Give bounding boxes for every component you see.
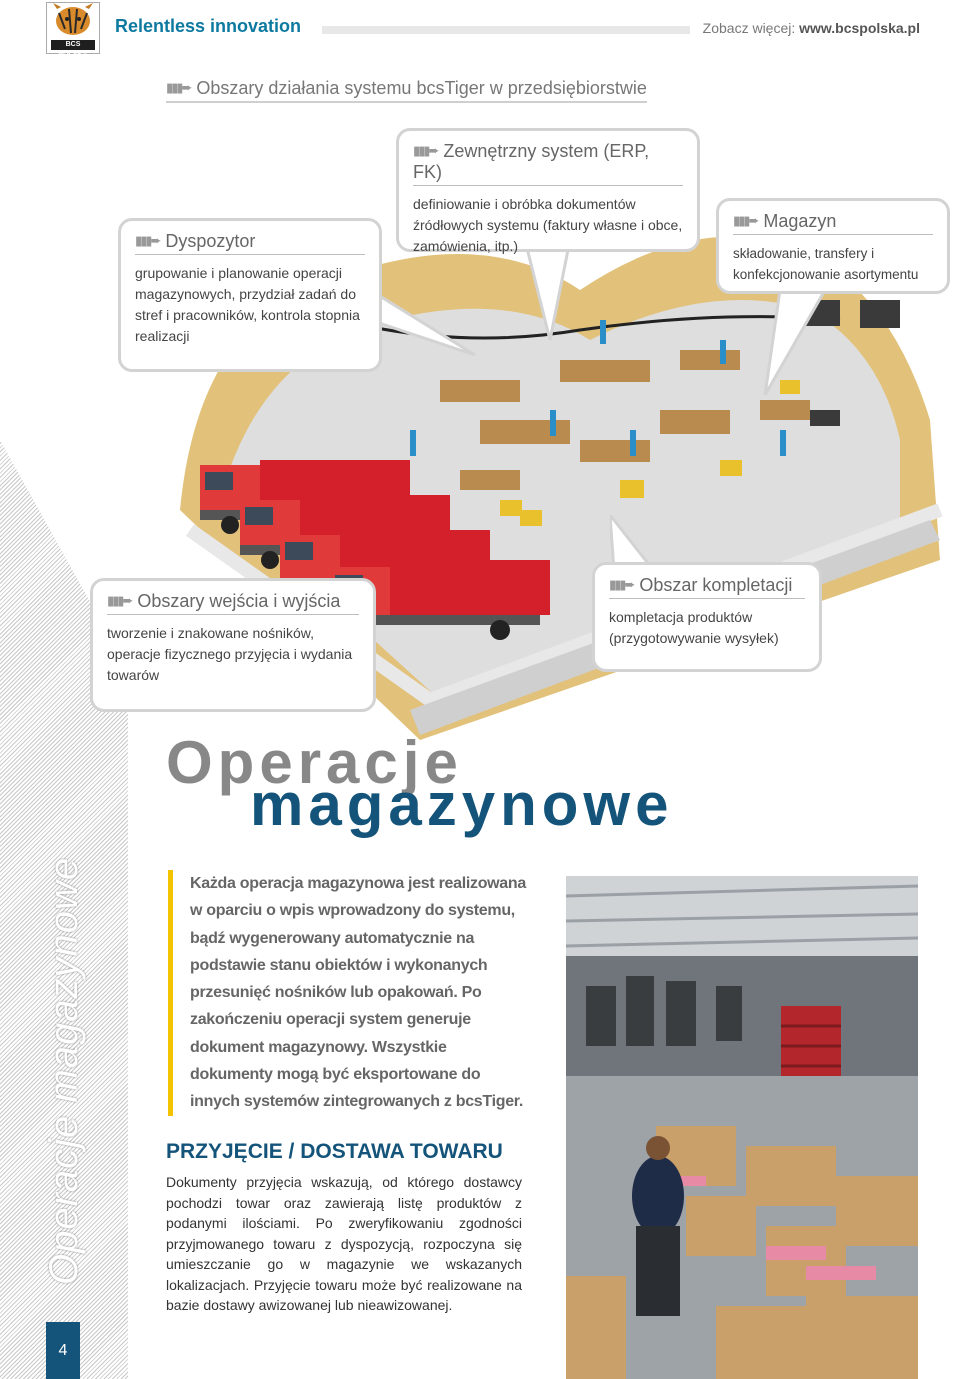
arrow-icon: ▮▮▮➨ bbox=[733, 213, 758, 228]
logo-text: BCS POLSKA bbox=[51, 40, 95, 50]
erp-title: Zewnętrzny system (ERP, FK) bbox=[413, 141, 650, 182]
arrow-icon: ▮▮▮➨ bbox=[166, 80, 191, 95]
tiger-icon bbox=[47, 3, 99, 41]
warehouse-title: Magazyn bbox=[763, 211, 837, 231]
dispatcher-title: Dyspozytor bbox=[165, 231, 256, 251]
warehouse-tail bbox=[760, 290, 830, 400]
section-body: Dokumenty przyjęcia wskazują, od którego dostawcy pochodzi towar oraz zawierają listę produktów z podanymi ilościami. Po zweryfikowaniu zgodności przyjmowanego towaru z dyspozycją, rozpoczyna się umieszczanie go w magazynie we wskazanych lokalizacjach. Przyjęcie towaru może być realizowane na bazie dostawy awizowanej lub nieawizowanej. bbox=[166, 1174, 522, 1313]
section-title bbox=[166, 78, 647, 103]
warehouse-callout bbox=[716, 198, 950, 294]
erp-text: definiowanie i obróbka dokumentów źródłowych systemu (faktury własne i obce, zamówienia, itp.) bbox=[413, 196, 683, 254]
page-number: 4 bbox=[46, 1322, 80, 1379]
arrow-icon: ▮▮▮➨ bbox=[609, 577, 634, 592]
section-heading: PRZYJĘCIE / DOSTAWA TOWARU bbox=[166, 1140, 503, 1163]
quote-text: Każda operacja magazynowa jest realizowana w oparciu o wpis wprowadzony do systemu, bądź wygenerowany automatycznie na podstawie stanu obiektów i wykonanych przesunięć nośników lub opakowań. Po zakończeniu operacji system generuje dokument magazynowy. Wszystkie dokumenty mogą być eksportowane do innych systemów zintegrowanych z bcsTiger. bbox=[190, 875, 526, 1111]
section-title-text: Obszary działania systemu bcsTiger w przedsiębiorstwie bbox=[196, 78, 647, 98]
picking-callout-title bbox=[609, 575, 805, 599]
tagline: Relentless innovation bbox=[115, 16, 302, 36]
big-title-line2: magazynowe bbox=[250, 771, 674, 838]
website-link[interactable]: www.bcspolska.pl bbox=[799, 20, 920, 36]
arrow-icon: ▮▮▮➨ bbox=[135, 233, 160, 248]
entry-exit-text: tworzenie i znakowane nośników, operacje fizycznego przyjęcia i wydania towarów bbox=[107, 625, 353, 683]
dispatcher-callout bbox=[118, 218, 382, 372]
more-prefix: Zobacz więcej: bbox=[702, 20, 796, 36]
picking-callout bbox=[592, 562, 822, 672]
arrow-icon: ▮▮▮➨ bbox=[413, 143, 438, 158]
picking-title: Obszar kompletacji bbox=[639, 575, 793, 595]
big-title-line1: Operacje bbox=[166, 729, 463, 796]
intro-quote bbox=[168, 870, 528, 1116]
dispatcher-tail bbox=[370, 290, 480, 360]
more-info bbox=[703, 20, 920, 36]
side-title: Operacje magazynowe bbox=[42, 856, 86, 1285]
bcs-logo[interactable] bbox=[46, 2, 100, 58]
dispatcher-callout-title bbox=[135, 231, 365, 255]
arrow-icon: ▮▮▮➨ bbox=[107, 593, 132, 608]
warehouse-photo bbox=[566, 876, 918, 1379]
entry-exit-callout bbox=[90, 578, 376, 712]
entry-exit-callout-title bbox=[107, 591, 359, 615]
dispatcher-text: grupowanie i planowanie operacji magazynowych, przydział zadań do stref i pracowników, kontrola stopnia realizacji bbox=[135, 265, 360, 344]
erp-callout bbox=[396, 128, 700, 252]
entry-exit-title: Obszary wejścia i wyjścia bbox=[137, 591, 341, 611]
picking-text: kompletacja produktów (przygotowywanie wysyłek) bbox=[609, 609, 779, 646]
erp-callout-title bbox=[413, 141, 683, 186]
warehouse-text: składowanie, transfery i konfekcjonowanie asortymentu bbox=[733, 246, 919, 282]
header-divider bbox=[322, 26, 690, 34]
warehouse-callout-title bbox=[733, 211, 933, 235]
